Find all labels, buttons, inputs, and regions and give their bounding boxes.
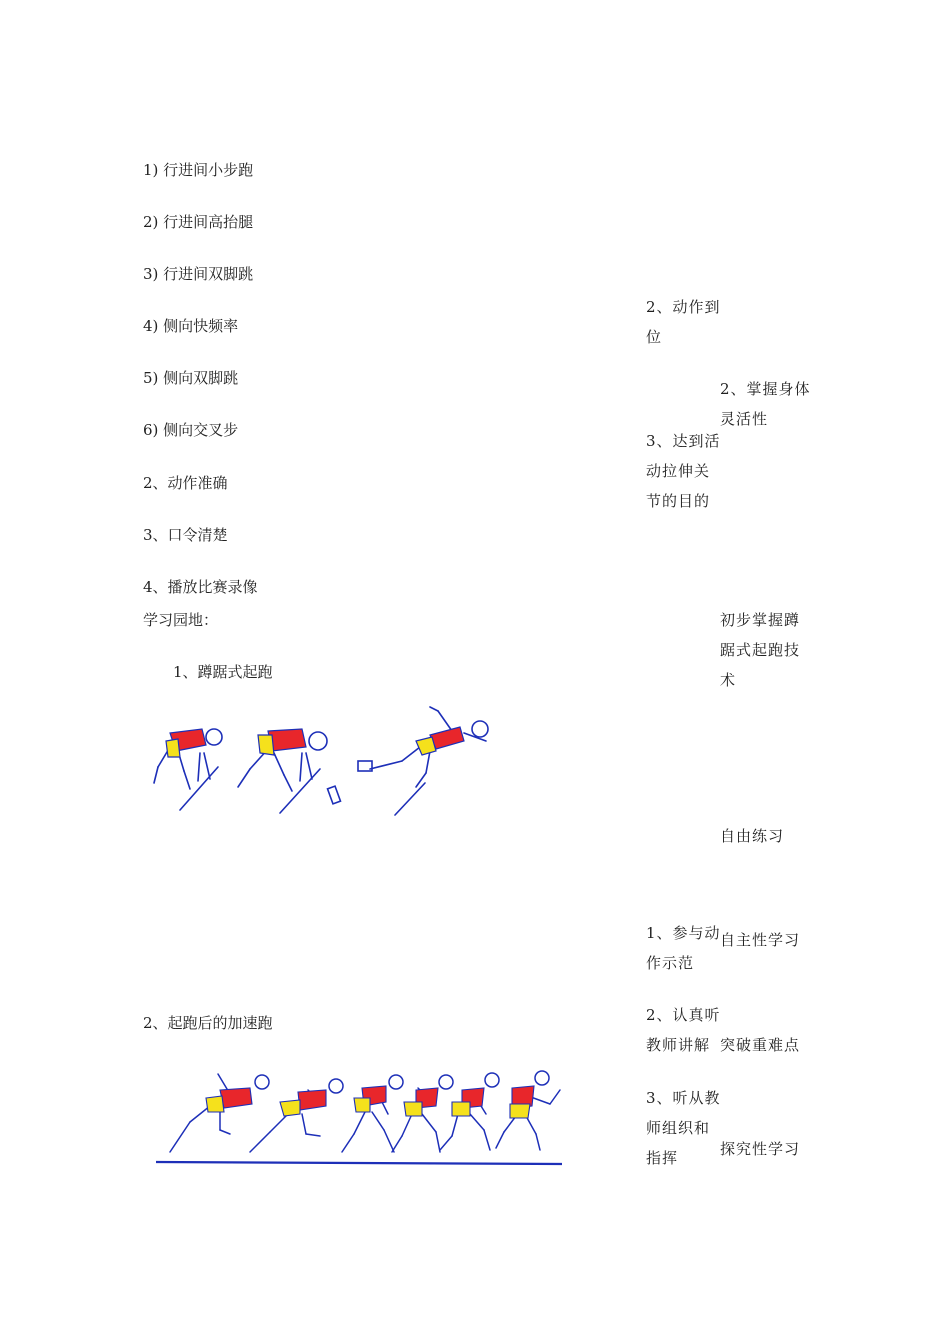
student-warmup-3: 3、达到活 bbox=[646, 432, 721, 450]
study-heading: 学习园地： bbox=[143, 611, 219, 629]
goal-inquiry: 探究性学习 bbox=[720, 1140, 801, 1158]
requirement-2: 2、动作准确 bbox=[143, 474, 228, 492]
student-learning-2: 作示范 bbox=[646, 954, 695, 972]
student-learning-5: 3、听从教 bbox=[646, 1089, 721, 1107]
crouch-start-figure bbox=[140, 695, 500, 820]
acceleration-run-figure bbox=[140, 1060, 570, 1175]
requirement-4: 4、播放比赛录像 bbox=[143, 578, 258, 596]
student-learning-1: 1、参与动 bbox=[646, 924, 721, 942]
warmup-item-3: 3) 行进间双脚跳 bbox=[143, 265, 254, 283]
warmup-item-1: 1) 行进间小步跑 bbox=[143, 161, 254, 179]
section1-title: 1、蹲踞式起跑 bbox=[173, 663, 273, 681]
goal-free-practice: 自由练习 bbox=[720, 827, 785, 845]
student-learning-3: 2、认真听 bbox=[646, 1006, 721, 1024]
goal-technique-2: 踞式起跑技 bbox=[720, 641, 801, 659]
student-warmup-2: 位 bbox=[646, 328, 663, 346]
warmup-item-2: 2) 行进间高抬腿 bbox=[143, 213, 254, 231]
student-warmup-4: 动拉伸关 bbox=[646, 462, 711, 480]
requirement-3: 3、口令清楚 bbox=[143, 526, 228, 544]
warmup-item-4: 4) 侧向快频率 bbox=[143, 317, 239, 335]
goal-key-points: 突破重难点 bbox=[720, 1036, 801, 1054]
section2-title: 2、起跑后的加速跑 bbox=[143, 1014, 273, 1032]
student-learning-6: 师组织和 bbox=[646, 1119, 711, 1137]
goal-warmup-2: 灵活性 bbox=[720, 410, 769, 428]
student-warmup-1: 2、动作到 bbox=[646, 298, 721, 316]
student-learning-7: 指挥 bbox=[646, 1149, 679, 1167]
goal-warmup-1: 2、掌握身体 bbox=[720, 380, 811, 398]
goal-technique-1: 初步掌握蹲 bbox=[720, 611, 801, 629]
student-learning-4: 教师讲解 bbox=[646, 1036, 711, 1054]
student-warmup-5: 节的目的 bbox=[646, 492, 711, 510]
warmup-item-6: 6) 侧向交叉步 bbox=[143, 421, 239, 439]
goal-autonomous: 自主性学习 bbox=[720, 931, 801, 949]
goal-technique-3: 术 bbox=[720, 671, 737, 689]
warmup-item-5: 5) 侧向双脚跳 bbox=[143, 369, 239, 387]
